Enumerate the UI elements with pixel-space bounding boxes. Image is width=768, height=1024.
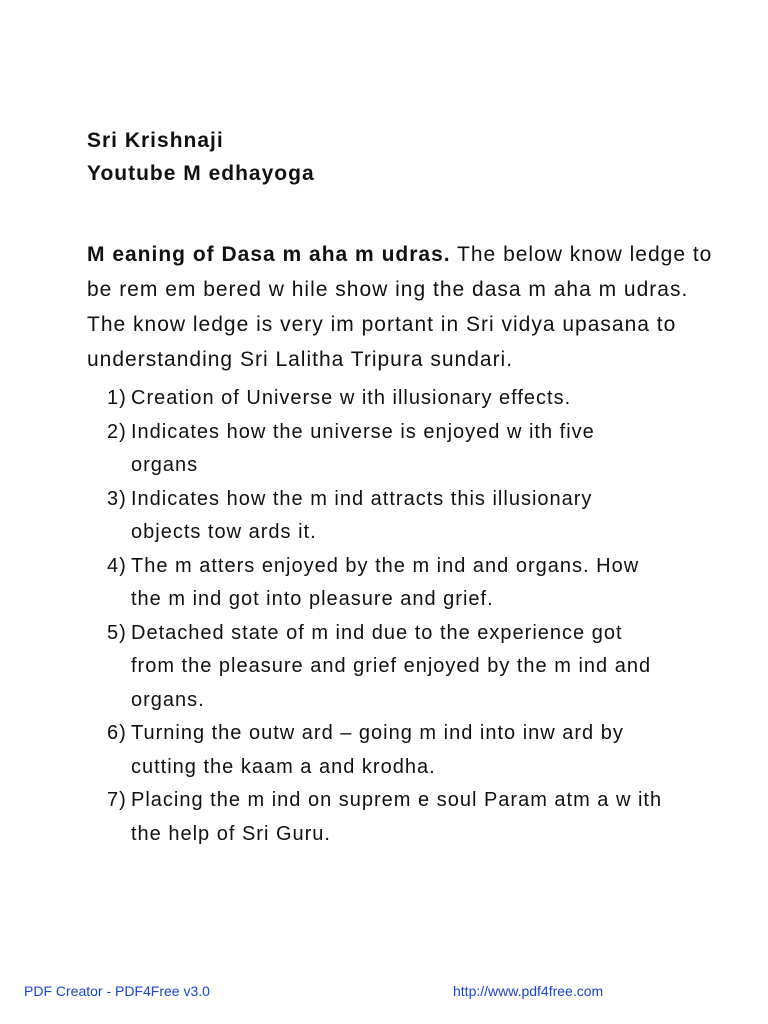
intro-paragraph [87,237,713,377]
intro-line-1-rest: The below know ledge to [450,243,713,266]
list-item-text: the m ind got into pleasure and grief. [131,588,494,610]
list-item-text: Detached state of m ind due to the experience got [131,621,623,644]
list-item [87,717,687,784]
author-name: Sri Krishnaji [87,129,224,152]
list-item-text: organs. [131,688,205,711]
youtube-channel: Youtube M edhayoga [87,162,315,185]
document-body [87,126,713,851]
intro-line-2: be rem em bered w hile show ing the dasa m aha m udras. [87,278,689,301]
list-item-text: the help of Sri Guru. [131,822,331,845]
list-item [87,617,687,718]
intro-line-1 [87,237,713,272]
pdf-creator-footer: PDF Creator - PDF4Free v3.0 [24,983,210,999]
intro-line-4: understanding Sri Lalitha Tripura sundari. [87,348,514,371]
list-item-text: Indicates how the m ind attracts this illusionary [131,487,593,510]
list-item-text: from the pleasure and grief enjoyed by the m ind and [131,655,652,677]
list-item-text: Creation of Universe w ith illusionary effects. [131,387,572,409]
list-item-text: organs [131,454,199,476]
mudra-meaning-list [87,382,687,851]
list-item [87,382,687,416]
list-item-text: cutting the kaam a and krodha. [131,755,436,778]
intro-line-3: The know ledge is very im portant in Sri vidya upasana to [87,313,677,336]
list-item-text: objects tow ards it. [131,521,317,543]
list-item-number: 2) [107,420,127,443]
list-item-text: Indicates how the universe is enjoyed w ith five [131,420,595,443]
list-item [87,483,687,550]
list-item-number: 6) [107,722,127,744]
list-item-number: 3) [107,487,127,510]
list-item-text: Turning the outw ard – going m ind into inw ard by [131,722,624,744]
list-item [87,416,687,483]
list-item-number: 7) [107,789,127,811]
pdf4free-link[interactable]: http://www.pdf4free.com [453,983,604,999]
list-item-text: Placing the m ind on suprem e soul Param atm a w ith [131,789,663,811]
intro-title: M eaning of Dasa m aha m udras. [87,243,451,266]
list-item-text: The m atters enjoyed by the m ind and organs. How [131,554,640,577]
list-item-number: 4) [107,554,127,577]
list-item [87,784,687,851]
list-item [87,550,687,617]
list-item-number: 5) [107,621,127,644]
list-item-number: 1) [107,387,127,409]
